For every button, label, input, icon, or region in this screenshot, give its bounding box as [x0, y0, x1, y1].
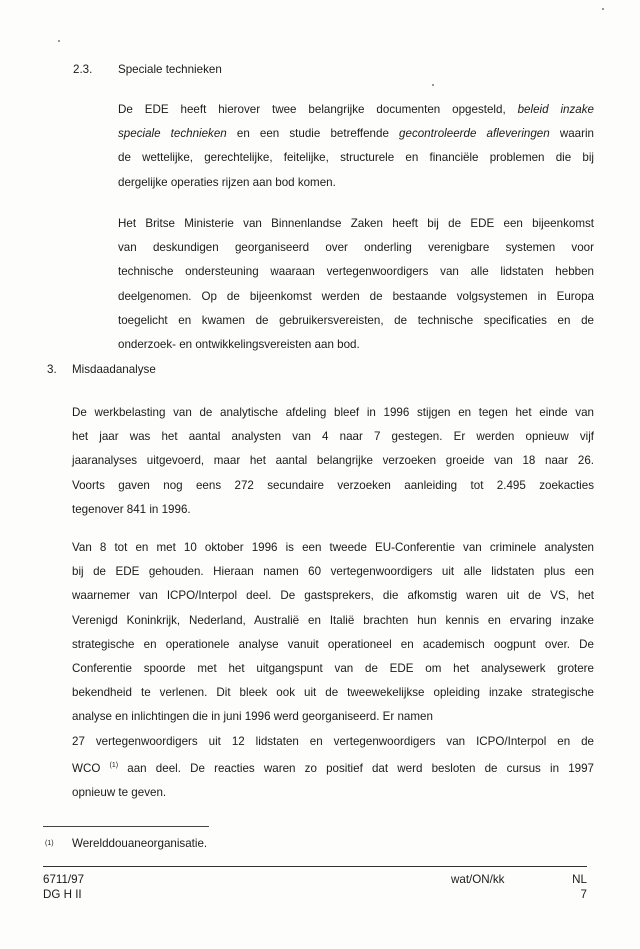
- text-line: Het Britse Ministerie van Binnenlandse Zaken heeft bij de EDE een bijeenkomst: [118, 217, 594, 230]
- paragraph: [72, 536, 594, 805]
- footer-right: [560, 872, 587, 902]
- text-line: 27 vertegenwoordigers uit 12 lidstaten en vertegenwoordigers van ICPO/Interpol en de: [72, 734, 594, 748]
- footnote-mark: (1): [45, 840, 54, 847]
- paragraph: [118, 98, 594, 195]
- text-line: waarnemer van ICPO/Interpol deel. De gastsprekers, die afkomstig waren uit de VS, het: [72, 589, 594, 603]
- text-line: toegelicht en kwamen de gebruikersvereisten, de technische specificaties en de: [118, 313, 594, 327]
- scan-speck: [58, 40, 60, 42]
- text-line: Verenigd Koninkrijk, Nederland, Australië en Italië brachten hun kennis en ervaring inzake: [72, 613, 594, 627]
- text-line: technische ondersteuning waaraan vertegenwoordigers van alle lidstaten hebben: [118, 265, 594, 279]
- text-line: deelgenomen. Op de bijeenkomst werden de bestaande volgsystemen in Europa: [118, 289, 594, 303]
- footnote-reference[interactable]: (1): [109, 761, 119, 769]
- text-line: dergelijke operaties rijzen aan bod komen.: [118, 175, 336, 189]
- text-line: van deskundigen georganiseerd over onderling verenigbare systemen voor: [118, 241, 594, 255]
- language-code: NL: [572, 873, 587, 886]
- footnote-text: Werelddouaneorganisatie.: [72, 837, 208, 850]
- text-line: Van 8 tot en met 10 oktober 1996 is een tweede EU-Conferentie van criminele analysten: [72, 541, 594, 554]
- footer-divider: [43, 866, 587, 867]
- scan-speck: [602, 8, 604, 10]
- directorate-general: DG H II: [43, 888, 82, 901]
- section-title: Misdaadanalyse: [72, 363, 156, 376]
- footnote-divider: [43, 826, 209, 827]
- document-reference: 6711/97: [43, 873, 85, 886]
- text-line: jaaranalyses uitgevoerd, maar het aantal belangrijke verzoeken groeide van 18 naar 26.: [72, 454, 594, 468]
- page-number: 7: [580, 888, 587, 901]
- text-line: bekendheid te verlenen. Dit bleek ook uit de tweewekelijkse opleiding inzake strategische: [72, 686, 594, 700]
- section-number: 3.: [47, 363, 57, 376]
- text-line: strategische en operationele analyse vanuit operationeel en academisch oogpunt over. De: [72, 637, 594, 651]
- text-line: de wettelijke, gerechtelijke, feitelijke, structurele en financiële problemen die bij: [118, 151, 594, 165]
- section-heading-2-3: [73, 62, 92, 78]
- text-line: De werkbelasting van de analytische afdeling bleef in 1996 stijgen en tegen het einde van: [72, 406, 594, 419]
- section-number: 2.3.: [73, 63, 93, 76]
- text-line: Conferentie spoorde met het uitgangspunt van de EDE om het analysewerk grotere: [72, 662, 594, 676]
- paragraph: [118, 212, 594, 357]
- text-line: Voorts gaven nog eens 272 secundaire verzoeken aanleiding tot 2.495 zoekacties: [72, 478, 594, 492]
- footer-left: [43, 872, 84, 902]
- text-line: het jaar was het aantal analysten van 4 naar 7 gestegen. Er werden opnieuw vijf: [72, 430, 594, 444]
- text-line: tegenover 841 in 1996.: [72, 502, 191, 516]
- text-line: opnieuw te geven.: [72, 786, 167, 800]
- footnote: [45, 836, 54, 855]
- text-line: bij de EDE gehouden. Hieraan namen 60 vertegenwoordigers uit alle lidstaten plus een: [72, 565, 594, 579]
- section-title: Speciale technieken: [118, 63, 222, 76]
- text-line: WCO $^{(1)}$ aan deel. De reacties waren zo positief dat werd besloten de cursus in 1997: [72, 761, 594, 775]
- text-line: De EDE heeft hierover twee belangrijke documenten opgesteld, beleid inzake: [118, 103, 594, 116]
- text-line: analyse en inlichtingen die in juni 1996 werd georganiseerd. Er namen: [72, 710, 433, 724]
- text-line: speciale technieken en een studie betreffende gecontroleerde afleveringen waarin: [118, 127, 594, 141]
- paragraph: [72, 401, 594, 522]
- author-initials: wat/ON/kk: [451, 873, 505, 886]
- scan-speck: [432, 84, 434, 86]
- text-line: onderzoek- en ontwikkelingsvereisten aan bod.: [118, 338, 360, 352]
